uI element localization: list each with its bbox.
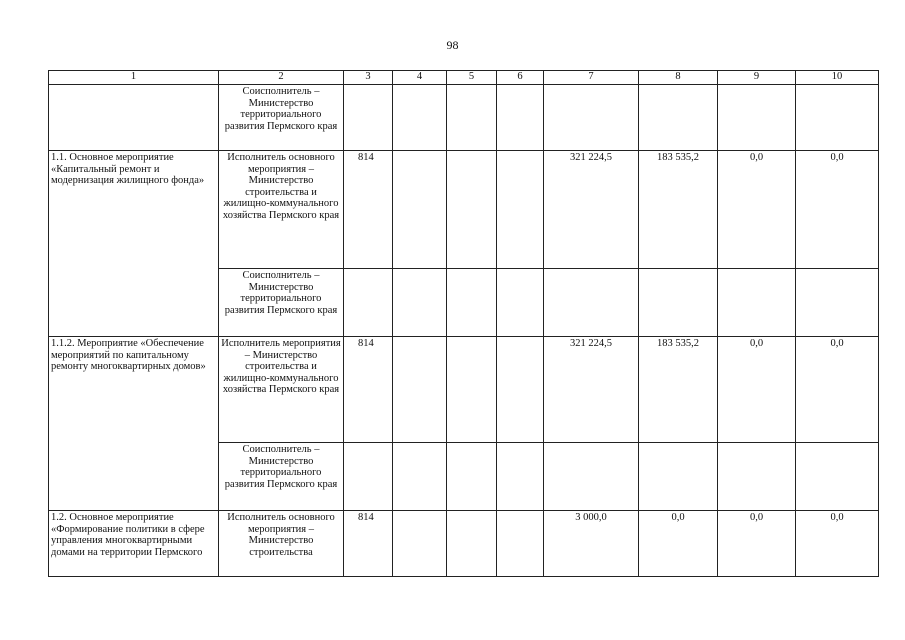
column-header: 1	[49, 71, 219, 85]
value-cell: 0,0	[796, 511, 879, 577]
executor-cell: Исполнитель основного мероприятия – Министерство строительства	[219, 511, 344, 577]
activity-name-cell: 1.1. Основное мероприятие «Капитальный ремонт и модернизация жилищного фонда»	[49, 151, 219, 337]
value-cell	[447, 337, 497, 443]
activity-name-cell: 1.1.2. Мероприятие «Обеспечение мероприятий по капитальному ремонту многоквартирных домов»	[49, 337, 219, 511]
value-cell: 0,0	[796, 151, 879, 269]
code-cell: 814	[344, 511, 393, 577]
code-cell	[344, 443, 393, 511]
activity-name-cell	[49, 85, 219, 151]
value-cell	[393, 85, 447, 151]
table-row	[49, 151, 879, 269]
value-cell	[447, 269, 497, 337]
value-cell	[393, 337, 447, 443]
column-header: 7	[544, 71, 639, 85]
value-cell	[796, 443, 879, 511]
value-cell	[718, 443, 796, 511]
value-cell	[393, 151, 447, 269]
value-cell: 0,0	[718, 337, 796, 443]
page-number: 98	[446, 38, 459, 52]
value-cell: 321 224,5	[544, 151, 639, 269]
column-header: 3	[344, 71, 393, 85]
value-cell	[639, 85, 718, 151]
executor-cell: Исполнитель мероприятия – Министерство строительства и жилищно-коммунального хозяйства Пермского края	[219, 337, 344, 443]
value-cell	[796, 269, 879, 337]
executor-cell: Соисполнитель – Министерство территориального развития Пермского края	[219, 269, 344, 337]
value-cell: 0,0	[718, 151, 796, 269]
value-cell	[639, 443, 718, 511]
column-header: 5	[447, 71, 497, 85]
value-cell	[718, 85, 796, 151]
value-cell	[447, 511, 497, 577]
value-cell: 0,0	[796, 337, 879, 443]
table-row	[49, 85, 879, 151]
value-cell: 3 000,0	[544, 511, 639, 577]
value-cell	[497, 269, 544, 337]
value-cell	[544, 443, 639, 511]
value-cell: 321 224,5	[544, 337, 639, 443]
budget-table	[48, 70, 879, 577]
code-cell: 814	[344, 337, 393, 443]
value-cell	[639, 269, 718, 337]
code-cell	[344, 85, 393, 151]
value-cell	[497, 443, 544, 511]
activity-name-cell: 1.2. Основное мероприятие «Формирование политики в сфере управления многоквартирными домами на территории Пермского	[49, 511, 219, 577]
value-cell	[544, 269, 639, 337]
code-cell	[344, 269, 393, 337]
header-row	[49, 71, 879, 85]
value-cell	[497, 511, 544, 577]
executor-cell: Соисполнитель – Министерство территориального развития Пермского края	[219, 443, 344, 511]
value-cell	[796, 85, 879, 151]
executor-cell: Соисполнитель – Министерство территориального развития Пермского края	[219, 85, 344, 151]
code-cell: 814	[344, 151, 393, 269]
executor-cell: Исполнитель основного мероприятия – Министерство строительства и жилищно-коммунального хозяйства Пермского края	[219, 151, 344, 269]
value-cell	[497, 151, 544, 269]
column-header: 9	[718, 71, 796, 85]
column-header: 8	[639, 71, 718, 85]
value-cell	[718, 269, 796, 337]
table-row	[49, 337, 879, 443]
value-cell: 0,0	[718, 511, 796, 577]
value-cell	[393, 269, 447, 337]
table-row	[49, 511, 879, 577]
value-cell	[393, 511, 447, 577]
value-cell	[497, 85, 544, 151]
value-cell	[447, 85, 497, 151]
value-cell	[447, 151, 497, 269]
column-header: 10	[796, 71, 879, 85]
value-cell	[393, 443, 447, 511]
value-cell: 183 535,2	[639, 337, 718, 443]
value-cell	[544, 85, 639, 151]
value-cell	[447, 443, 497, 511]
column-header: 6	[497, 71, 544, 85]
value-cell: 0,0	[639, 511, 718, 577]
column-header: 4	[393, 71, 447, 85]
value-cell: 183 535,2	[639, 151, 718, 269]
column-header: 2	[219, 71, 344, 85]
value-cell	[497, 337, 544, 443]
